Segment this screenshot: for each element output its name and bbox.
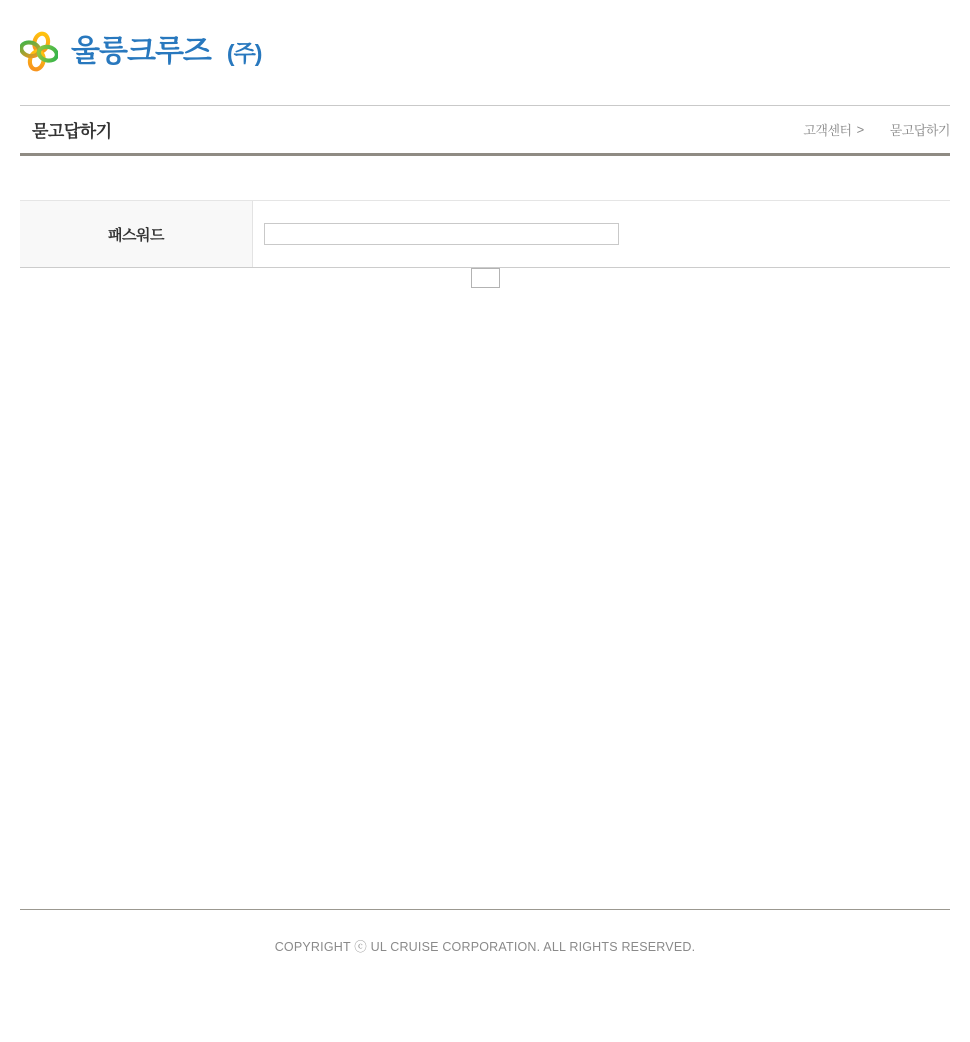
breadcrumb-item-customer-center[interactable]: 고객센터	[803, 123, 852, 138]
header	[20, 0, 950, 73]
password-input-cell	[253, 201, 950, 267]
password-input[interactable]	[264, 223, 619, 245]
password-check-form	[20, 200, 950, 288]
page-title: 묻고답하기	[32, 122, 112, 141]
breadcrumb	[803, 120, 950, 139]
breadcrumb-item-current: 묻고답하기	[889, 123, 950, 138]
footer	[20, 909, 950, 955]
password-label: 패스워드	[108, 226, 164, 244]
pinwheel-flower-icon	[20, 30, 58, 73]
form-table	[20, 200, 950, 268]
company-logo[interactable]	[20, 30, 261, 73]
copyright-text: COPYRIGHT ⓒ UL CRUISE CORPORATION. ALL RIGHTS RESERVED.	[274, 940, 696, 954]
breadcrumb-separator: >	[856, 122, 864, 137]
page-title-bar	[20, 105, 950, 156]
password-label-cell	[20, 201, 253, 267]
company-name: 울릉크루즈	[71, 34, 211, 68]
submit-row	[20, 268, 950, 288]
submit-button[interactable]	[471, 268, 500, 288]
company-suffix: (주)	[226, 40, 262, 66]
